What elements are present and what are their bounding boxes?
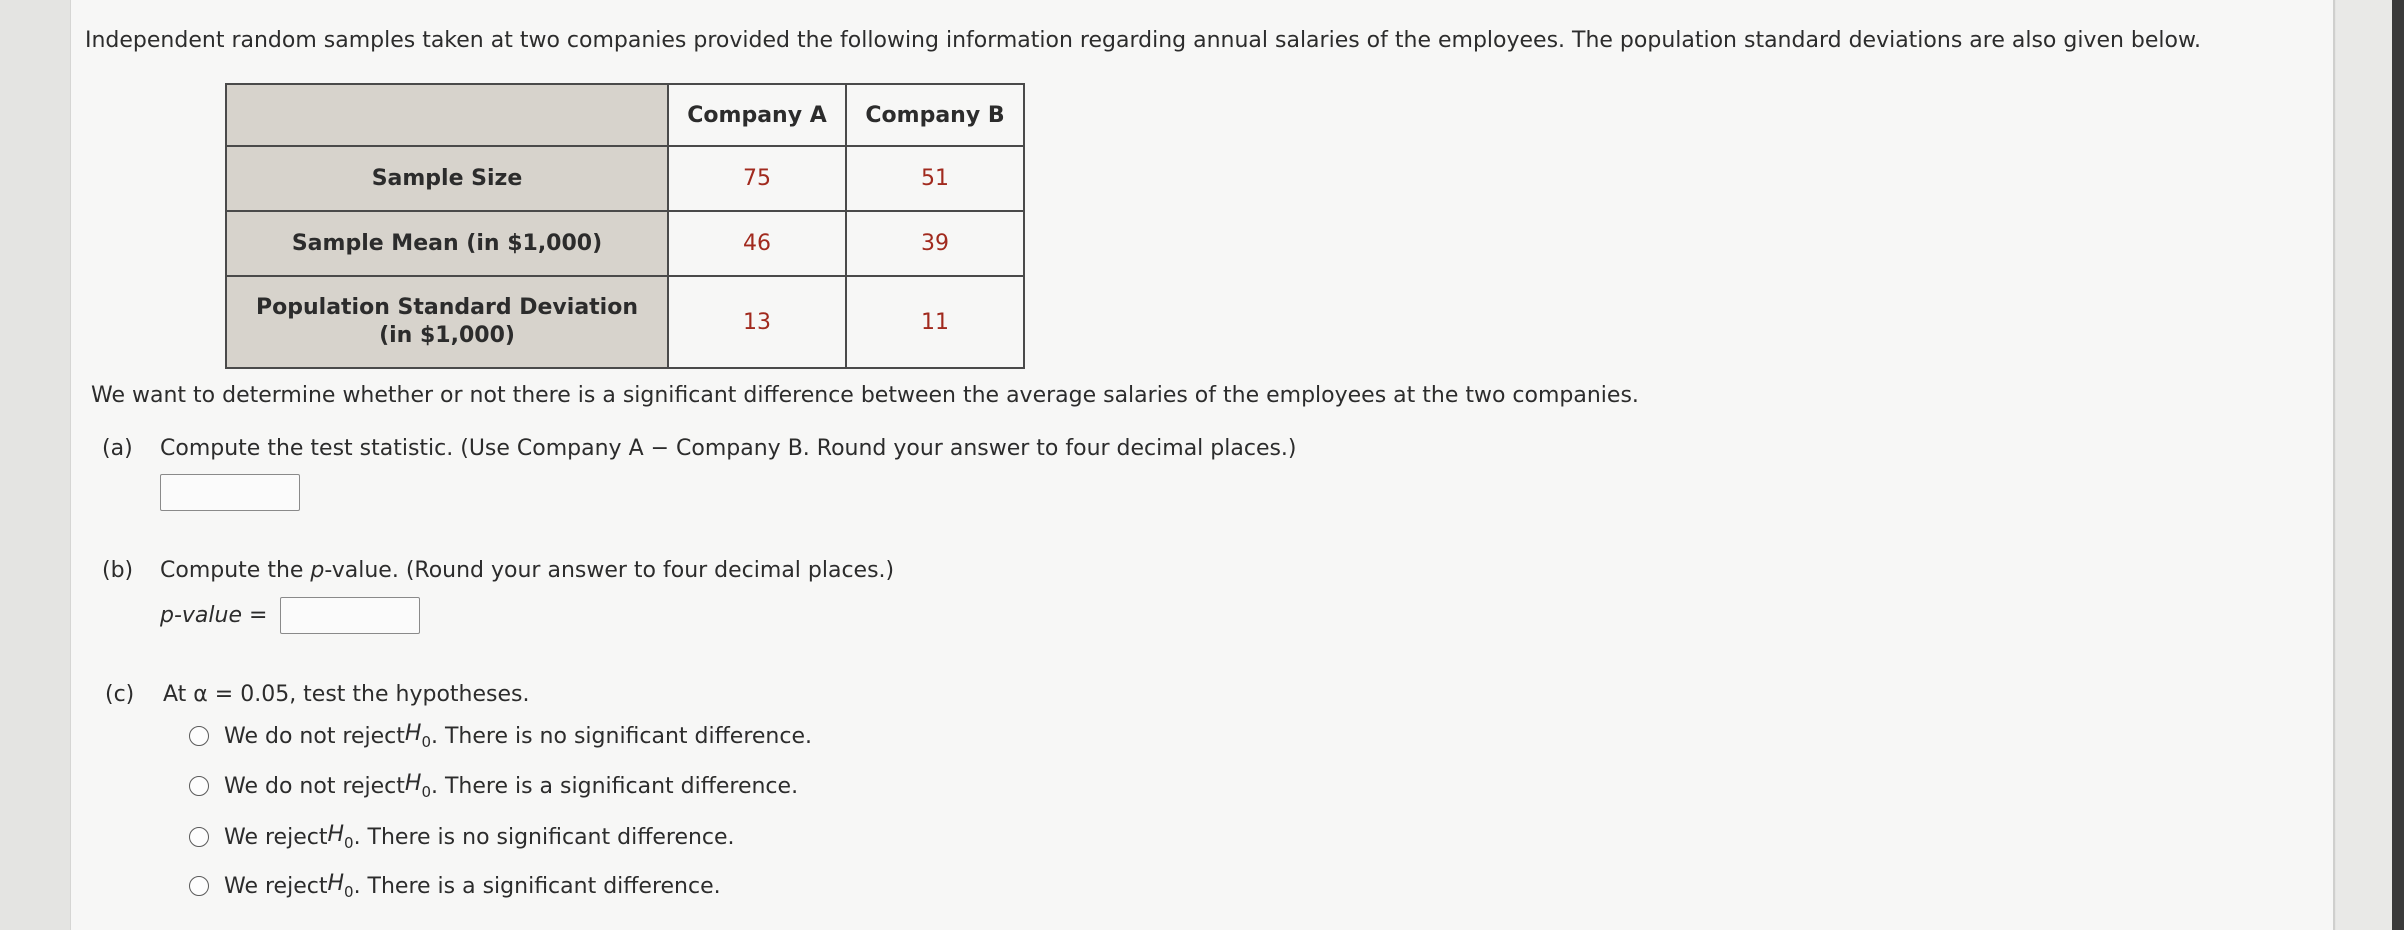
- cell-company-a-sample-size: 75: [668, 146, 846, 211]
- p-value-input[interactable]: [280, 597, 420, 634]
- salary-table: [225, 83, 1025, 369]
- test-statistic-input[interactable]: [160, 474, 300, 511]
- part-b-text-pre: Compute the: [160, 558, 311, 583]
- column-header-company-b: Company B: [846, 84, 1024, 146]
- question-intro: Independent random samples taken at two companies provided the following information regarding annual salaries of the employees. The population standard deviations are also given below.: [85, 28, 2201, 53]
- h0-symbol: $H_0$: [327, 822, 354, 852]
- radio-button[interactable]: [189, 827, 209, 847]
- part-a-text: Compute the test statistic. (Use Company A − Company B. Round your answer to four decimal places.): [160, 436, 1297, 461]
- radio-button[interactable]: [189, 876, 209, 896]
- row-header-sample-size: Sample Size: [226, 146, 668, 211]
- cell-company-b-population-sd: 11: [846, 276, 1024, 368]
- part-b-text-italic: p: [310, 558, 325, 583]
- option-reject-significant-difference[interactable]: [189, 871, 721, 901]
- option-text-pre: We reject: [224, 873, 328, 899]
- part-c-text: At α = 0.05, test the hypotheses.: [163, 682, 530, 707]
- cell-company-b-sample-mean: 39: [846, 211, 1024, 276]
- row-header-population-sd: Population Standard Deviation (in $1,000): [226, 276, 668, 368]
- p-value-label: p-value =: [160, 603, 268, 628]
- cell-company-a-population-sd: 13: [668, 276, 846, 368]
- cell-company-a-sample-mean: 46: [668, 211, 846, 276]
- option-text-post: . There is no significant difference.: [353, 824, 735, 850]
- part-c-label: (c): [105, 682, 135, 707]
- part-b-text-post: -value. (Round your answer to four decimal places.): [324, 558, 895, 583]
- window-edge: [2392, 0, 2404, 930]
- part-c-prompt: [105, 682, 529, 707]
- radio-button[interactable]: [189, 726, 209, 746]
- part-b-prompt: [102, 558, 894, 583]
- option-text-post: . There is a significant difference.: [431, 773, 799, 799]
- part-b-label: (b): [102, 558, 134, 583]
- table-row: [226, 146, 1024, 211]
- option-text-pre: We do not reject: [224, 773, 405, 799]
- row-header-sample-mean: Sample Mean (in $1,000): [226, 211, 668, 276]
- option-text-post: . There is a significant difference.: [353, 873, 721, 899]
- option-text-post: . There is no significant difference.: [431, 723, 812, 749]
- h0-symbol: $H_0$: [404, 771, 431, 801]
- radio-button[interactable]: [189, 776, 209, 796]
- column-header-company-a: Company A: [668, 84, 846, 146]
- part-a-prompt: [102, 436, 1297, 461]
- h0-symbol: $H_0$: [404, 721, 431, 751]
- question-page: [70, 0, 2335, 930]
- option-do-not-reject-no-difference[interactable]: [189, 721, 812, 751]
- option-reject-no-difference[interactable]: [189, 822, 735, 852]
- h0-symbol: $H_0$: [327, 871, 354, 901]
- cell-company-b-sample-size: 51: [846, 146, 1024, 211]
- option-text-pre: We do not reject: [224, 723, 405, 749]
- part-a-label: (a): [102, 436, 133, 461]
- table-row: [226, 211, 1024, 276]
- goal-statement: We want to determine whether or not there is a significant difference between the average salaries of the employees at the two companies.: [91, 383, 1639, 408]
- option-text-pre: We reject: [224, 824, 328, 850]
- table-row: [226, 276, 1024, 368]
- option-do-not-reject-significant-difference[interactable]: [189, 771, 798, 801]
- table-corner-cell: [226, 84, 668, 146]
